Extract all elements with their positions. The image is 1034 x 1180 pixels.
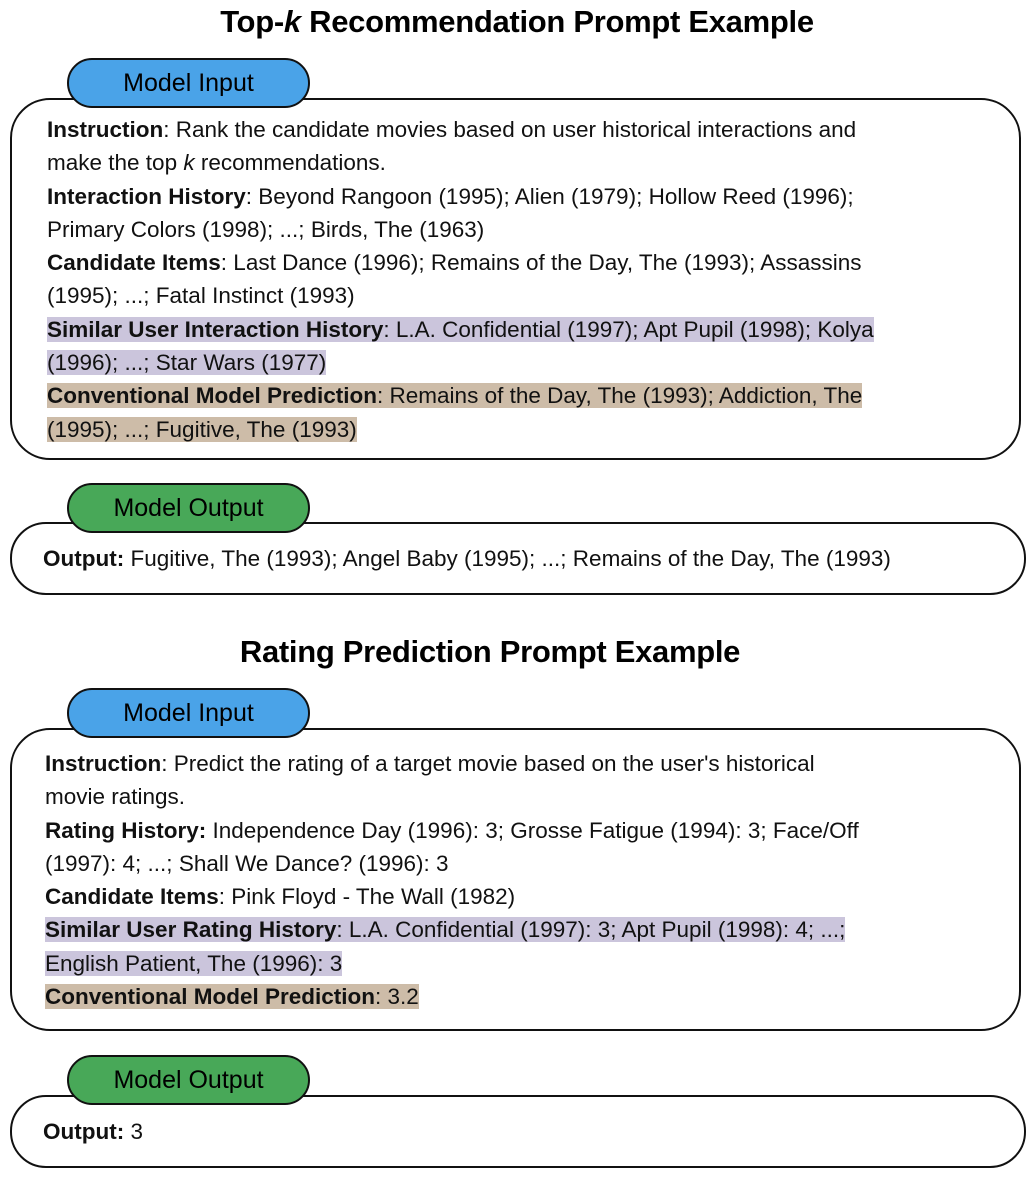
rating-similar-line-2: [45, 947, 1005, 980]
rating-candidate-text-1: : Pink Floyd - The Wall (1982): [218, 884, 516, 910]
topk-similar-line-2: [47, 346, 1007, 379]
topk-model-output-pill: [67, 483, 310, 533]
rating-output-text: 3: [124, 1119, 143, 1144]
rating-instruction-label: Instruction: [45, 751, 162, 776]
topk-conventional-text-1: : Remains of the Day, The (1993); Addiction, The: [377, 383, 863, 409]
topk-instruction-text-2b: recommendations.: [194, 150, 386, 176]
topk-similar-line-1: [47, 313, 1007, 346]
topk-output-text: Fugitive, The (1993); Angel Baby (1995); ...; Remains of the Day, The (1993): [124, 546, 891, 571]
rating-model-input-pill: [67, 688, 310, 738]
rating-conventional-highlight-1: [45, 984, 419, 1009]
topk-title-prefix: Top-: [220, 4, 284, 39]
rating-title-text: Rating Prediction Prompt Example: [239, 634, 741, 669]
rating-candidate-label: Candidate Items: [45, 884, 219, 910]
rating-instruction-line-1: [45, 747, 1005, 780]
rating-history-line-2: (1997): 4; ...; Shall We Dance? (1996): 3: [45, 850, 449, 876]
topk-model-input-pill: [67, 58, 310, 108]
rating-instruction-text-1: : Predict the rating of a target movie based on the user's historical: [161, 751, 815, 776]
topk-similar-highlight-1: [47, 317, 874, 342]
topk-instruction-k: k: [183, 150, 195, 176]
rating-history-line-1: [45, 814, 1005, 847]
topk-similar-text-2: (1996); ...; Star Wars (1977): [47, 350, 327, 376]
rating-model-output-pill: [67, 1055, 310, 1105]
topk-model-output-label: Model Output: [113, 493, 264, 522]
rating-output-line: [43, 1115, 143, 1148]
rating-candidate-line-1: [45, 880, 1005, 913]
rating-input-content: [45, 747, 1005, 1013]
rating-conventional-line-1: [45, 980, 1005, 1013]
topk-candidate-label: Candidate Items: [47, 250, 221, 276]
rating-output-label: Output:: [43, 1119, 125, 1144]
rating-similar-label: Similar User Rating History: [45, 917, 337, 943]
topk-conventional-label: Conventional Model Prediction: [47, 383, 378, 409]
rating-model-input-label: Model Input: [123, 698, 254, 727]
rating-conventional-text-1: : 3.2: [375, 984, 419, 1010]
topk-history-text-1: : Beyond Rangoon (1995); Alien (1979); Hollow Reed (1996);: [245, 183, 854, 209]
topk-instruction-text-1: : Rank the candidate movies based on user historical interactions and: [163, 117, 857, 142]
rating-similar-text-1: : L.A. Confidential (1997): 3; Apt Pupil (1998): 4; ...;: [336, 917, 846, 943]
topk-instruction-line-1: [47, 113, 1007, 146]
topk-title-k: k: [283, 4, 301, 39]
topk-similar-text-1: : L.A. Confidential (1997); Apt Pupil (1998); Kolya: [383, 316, 874, 342]
topk-history-line-1: [47, 180, 1007, 213]
rating-similar-highlight-1: [45, 917, 845, 942]
topk-output-label: Output:: [43, 546, 125, 571]
topk-similar-label: Similar User Interaction History: [47, 316, 384, 342]
topk-history-line-2: Primary Colors (1998); ...; Birds, The (1963): [47, 216, 485, 242]
rating-similar-line-1: [45, 913, 1005, 946]
rating-history-label: Rating History:: [45, 817, 207, 843]
rating-section-title: [0, 634, 980, 670]
rating-similar-text-2: English Patient, The (1996): 3: [45, 950, 343, 976]
topk-candidate-line-2: (1995); ...; Fatal Instinct (1993): [47, 283, 355, 309]
topk-section-title: [0, 4, 1034, 40]
topk-conventional-line-2: [47, 413, 1007, 446]
rating-conventional-label: Conventional Model Prediction: [45, 984, 376, 1010]
topk-title-suffix: Recommendation Prompt Example: [309, 4, 814, 39]
topk-input-content: [47, 113, 1007, 446]
topk-output-line: [43, 542, 891, 575]
topk-candidate-text-1: : Last Dance (1996); Remains of the Day, The (1993); Assassins: [220, 250, 862, 276]
rating-history-text-1: Independence Day (1996): 3; Grosse Fatigue (1994): 3; Face/Off: [206, 817, 859, 843]
topk-model-input-label: Model Input: [123, 68, 254, 97]
topk-candidate-line-1: [47, 246, 1007, 279]
rating-instruction-line-2: movie ratings.: [45, 784, 186, 810]
topk-conventional-highlight-1: [47, 383, 862, 408]
rating-model-output-box: [10, 1095, 1026, 1168]
topk-conventional-text-2: (1995); ...; Fugitive, The (1993): [47, 416, 357, 442]
rating-model-output-label: Model Output: [113, 1065, 264, 1094]
topk-instruction-text-2a: make the top: [47, 150, 184, 176]
topk-instruction-line-2: [47, 146, 1007, 179]
topk-conventional-line-1: [47, 379, 1007, 412]
topk-history-label: Interaction History: [47, 183, 246, 209]
topk-instruction-label: Instruction: [47, 117, 164, 142]
